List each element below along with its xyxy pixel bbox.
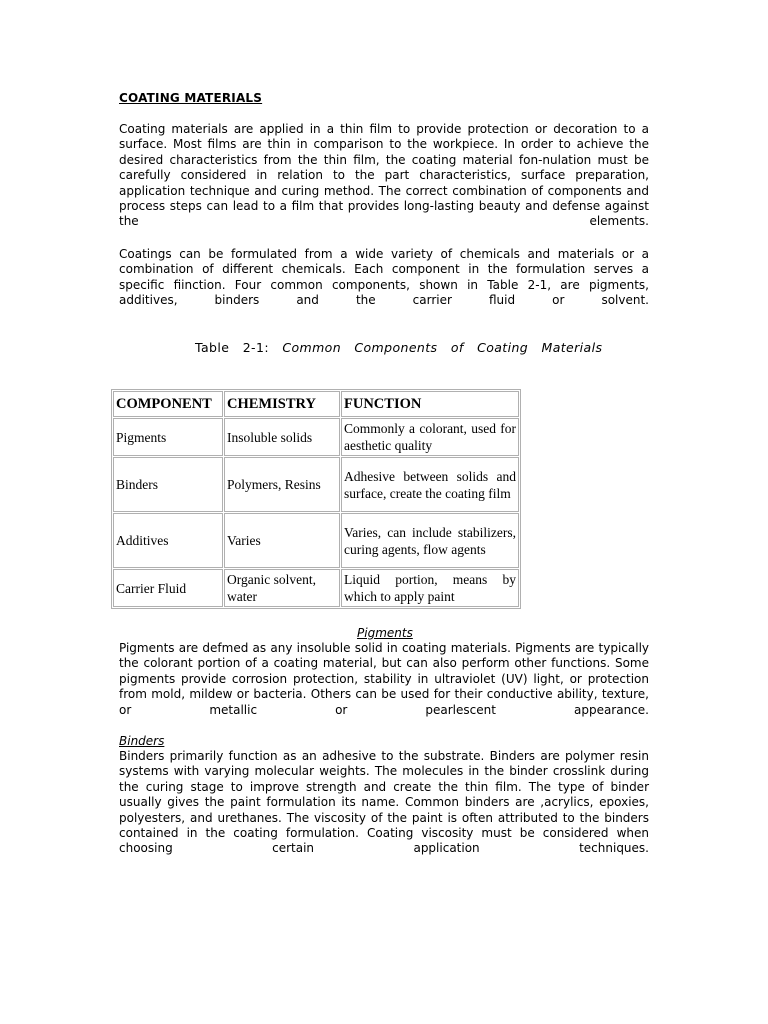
cell-chemistry: Organic solvent, water — [224, 569, 340, 607]
cell-function: Varies, can include stabilizers, curing agents, flow agents — [341, 513, 519, 568]
header-component: COMPONENT — [113, 391, 223, 417]
cell-function: Adhesive between solids and surface, create the coating film — [341, 457, 519, 512]
table-caption-title: Common Components of Coating Materials — [282, 340, 603, 355]
binders-paragraph: Binders primarily function as an adhesive to the substrate. Binders are polymer resin systems with varying molecular weights. The molecules in the binder crosslink during the curing stage to improve strength and create the thin film. The type of binder usually gives the paint formulation its name. Common binders are ,acrylics, epoxies, polyesters, and urethanes. The viscosity of the paint is often attributed to the binders contained in the coating formulation. Coating viscosity must be considered when choosing certain application techniques. — [119, 749, 649, 856]
intro-paragraph: Coating materials are applied in a thin film to provide protection or decoration to a surface. Most films are thin in comparison to the workpiece. In order to achieve the desired characteristics from the thin film, the coating material fon-nulation must be carefully considered in relation to the part characteristics, surface preparation, application technique and curing method. The correct combination of components and process steps can lead to a film that provides long-lasting beauty and defense against the elements. — [119, 122, 649, 229]
table-row — [113, 457, 519, 512]
pigments-paragraph: Pigments are defmed as any insoluble solid in coating materials. Pigments are typically the colorant portion of a coating material, but can also perform other functions. Some pigments provide corrosion protection, stability in ultraviolet (UV) light, or protection from mold, mildew or bacteria. Others can be used for their conductive ability, texture, or metallic or pearlescent appearance. — [119, 641, 649, 717]
table-caption-label: Table 2-1: — [195, 340, 269, 355]
cell-chemistry: Insoluble solids — [224, 418, 340, 456]
table-header-row — [113, 391, 519, 417]
table-row — [113, 569, 519, 607]
cell-function: Commonly a colorant, used for aesthetic quality — [341, 418, 519, 456]
cell-component: Pigments — [113, 418, 223, 456]
cell-component: Binders — [113, 457, 223, 512]
table-row — [113, 418, 519, 456]
binders-heading: Binders — [119, 734, 165, 748]
table-row — [113, 513, 519, 568]
components-table — [111, 389, 521, 609]
header-chemistry: CHEMISTRY — [224, 391, 340, 417]
table-caption — [195, 340, 630, 355]
pigments-heading: Pigments — [357, 626, 413, 640]
cell-function: Liquid portion, means by which to apply paint — [341, 569, 519, 607]
cell-chemistry: Polymers, Resins — [224, 457, 340, 512]
cell-chemistry: Varies — [224, 513, 340, 568]
document-heading: COATING MATERIALS — [119, 91, 263, 105]
cell-component: Additives — [113, 513, 223, 568]
header-function: FUNCTION — [341, 391, 519, 417]
cell-component: Carrier Fluid — [113, 569, 223, 607]
components-paragraph: Coatings can be formulated from a wide variety of chemicals and materials or a combination of different chemicals. Each component in the formulation serves a specific fiinction. Four common components, shown in Table 2-1, are pigments, additives, binders and the carrier fluid or solvent. — [119, 247, 649, 308]
